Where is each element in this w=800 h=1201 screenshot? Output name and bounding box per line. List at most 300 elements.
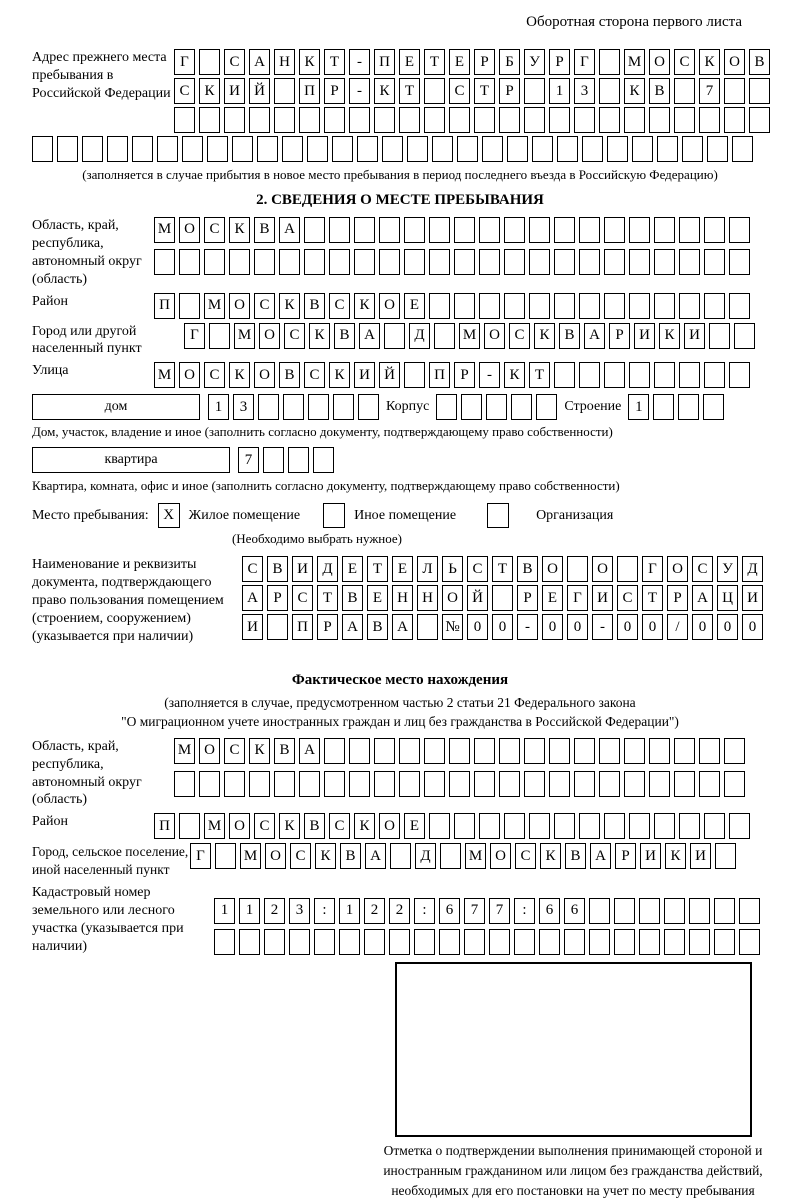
char-cell [734,323,755,349]
stay-note: (Необходимо выбрать нужное) [231,531,403,547]
char-cell [479,249,500,275]
char-cell [654,217,675,243]
page-side-note: Оборотная сторона первого листа [526,14,742,30]
stay-type-row [32,503,768,528]
char-cell: 2 [364,898,385,924]
checkbox-inoe [323,503,345,528]
char-cell [699,107,720,133]
char-cell: Т [399,78,420,104]
char-cell: 0 [567,614,588,640]
char-cell: Й [467,585,488,611]
char-cell [374,107,395,133]
char-cell: С [204,362,225,388]
char-cell [479,293,500,319]
char-cell [664,898,685,924]
char-cell [399,738,420,764]
char-cell: - [592,614,613,640]
char-cell: Е [367,585,388,611]
char-cell [664,929,685,955]
korpus-label: Корпус [386,399,430,415]
char-cell [699,771,720,797]
char-cell [424,78,445,104]
char-cell [215,843,236,869]
char-cell: 0 [642,614,663,640]
char-cell [639,929,660,955]
char-cell [474,738,495,764]
char-cell: Е [342,556,363,582]
char-cell [107,136,128,162]
char-cell [349,738,370,764]
cadastre-label: Кадастровый номер земельного или лесного участка (указывается при наличии) [32,884,184,954]
char-cell [599,49,620,75]
prev-address-caption: (заполняется в случае прибытия в новое место пребывания в период последнего въезда в Российскую Федерацию) [82,167,718,182]
char-cell: : [414,898,435,924]
char-cell: 0 [717,614,738,640]
char-cell: Д [409,323,430,349]
char-cell [707,136,728,162]
char-cell: О [724,49,745,75]
char-cell [304,217,325,243]
char-cell: Р [324,78,345,104]
char-cell [257,136,278,162]
char-cell [679,813,700,839]
char-cell: С [509,323,530,349]
char-cell: О [649,49,670,75]
char-cell: 6 [539,898,560,924]
char-cell: : [514,898,535,924]
char-cell: Г [184,323,205,349]
char-cell: М [240,843,261,869]
char-cell: М [204,813,225,839]
char-cell: Т [474,78,495,104]
char-cell [554,249,575,275]
char-cell [179,293,200,319]
char-cell [604,217,625,243]
char-cell [349,107,370,133]
char-cell [283,394,304,420]
char-cell [653,394,674,420]
prev-address-label: Адрес прежнего места пребывания в Российской Федерации [32,50,171,101]
char-cell [604,293,625,319]
char-cell [274,771,295,797]
char-cell [567,556,588,582]
char-cell [349,771,370,797]
house-caption: Дом, участок, владение и иное (заполнить согласно документу, подтверждающему право собственности) [32,424,613,440]
char-cell: Р [667,585,688,611]
char-cell [629,217,650,243]
char-cell: В [649,78,670,104]
char-cell: П [154,813,175,839]
char-grid-row [628,394,724,420]
char-cell: К [279,293,300,319]
char-cell: М [154,362,175,388]
char-cell: К [374,78,395,104]
char-cell [654,249,675,275]
char-cell [308,394,329,420]
char-cell [532,136,553,162]
option-organizaciya-label: Организация [536,507,614,523]
char-cell [424,107,445,133]
checkbox-organizaciya [487,503,509,528]
char-cell [179,813,200,839]
char-cell [436,394,457,420]
char-cell: 6 [564,898,585,924]
char-cell [629,249,650,275]
char-cell [649,738,670,764]
char-cell: И [690,843,711,869]
char-cell [232,136,253,162]
char-cell [629,813,650,839]
char-cell: Р [267,585,288,611]
char-cell [604,813,625,839]
char-cell [364,929,385,955]
char-cell [299,771,320,797]
char-cell [209,323,230,349]
char-cell: К [354,813,375,839]
char-cell [492,585,513,611]
char-cell: Л [417,556,438,582]
char-cell: В [304,293,325,319]
stroenie-label: Строение [564,399,622,415]
char-cell: 7 [489,898,510,924]
char-cell: О [259,323,280,349]
char-cell [474,107,495,133]
char-cell: А [365,843,386,869]
char-cell [564,929,585,955]
char-cell [249,771,270,797]
char-cell: Ь [442,556,463,582]
street-block [32,362,768,388]
section2-title: 2. СВЕДЕНИЯ О МЕСТЕ ПРЕБЫВАНИЯ [256,191,544,208]
char-cell [482,136,503,162]
char-cell: К [624,78,645,104]
char-cell: С [692,556,713,582]
char-cell [579,249,600,275]
char-cell: А [590,843,611,869]
confirmation-mark-box [395,962,752,1137]
char-cell [724,771,745,797]
char-grid-row [214,898,760,924]
char-cell: С [290,843,311,869]
char-cell: В [274,738,295,764]
char-cell [554,217,575,243]
char-cell: К [665,843,686,869]
char-cell: 2 [389,898,410,924]
char-cell: И [742,585,763,611]
fact-district-block [32,813,768,839]
char-cell [699,738,720,764]
char-cell: М [174,738,195,764]
char-cell: П [374,49,395,75]
char-cell [689,929,710,955]
char-cell: 6 [439,898,460,924]
char-cell [379,217,400,243]
char-grid-row [154,249,750,275]
char-cell: К [659,323,680,349]
city-label: Город или другой населенный пункт [32,323,142,357]
char-cell [715,843,736,869]
char-cell: Н [274,49,295,75]
district-block [32,293,768,319]
char-cell [724,78,745,104]
char-cell [314,929,335,955]
char-cell [654,813,675,839]
char-cell [263,447,284,473]
char-cell [507,136,528,162]
char-cell: Н [392,585,413,611]
char-cell [714,929,735,955]
char-cell [674,78,695,104]
char-cell [264,929,285,955]
char-cell [704,249,725,275]
char-cell [479,217,500,243]
char-cell [749,107,770,133]
prev-address-grid [174,49,770,133]
char-cell [529,217,550,243]
char-cell: С [292,585,313,611]
char-cell: - [349,49,370,75]
char-cell: Д [317,556,338,582]
char-cell [574,107,595,133]
char-cell [599,78,620,104]
char-cell [536,394,557,420]
char-cell: 1 [208,394,229,420]
char-cell: К [249,738,270,764]
char-cell: С [449,78,470,104]
char-cell: Г [174,49,195,75]
char-cell: Б [499,49,520,75]
char-cell: А [584,323,605,349]
fact-city-label: Город, сельское поселение, иной населенный пункт [32,844,189,877]
char-cell [404,249,425,275]
char-cell [579,217,600,243]
char-cell [499,771,520,797]
char-cell [579,813,600,839]
char-cell [624,738,645,764]
char-cell [549,771,570,797]
char-cell: М [234,323,255,349]
char-cell [654,293,675,319]
char-cell: С [329,293,350,319]
char-cell: О [254,362,275,388]
char-cell [729,362,750,388]
char-cell [174,107,195,133]
fact-district-label: Район [32,814,68,830]
char-cell: В [749,49,770,75]
char-cell: И [640,843,661,869]
char-cell: 1 [214,898,235,924]
char-grid-row [174,738,745,764]
char-cell: С [242,556,263,582]
char-cell: И [354,362,375,388]
char-cell: Р [317,614,338,640]
char-cell: Р [454,362,475,388]
cadastre-grid [214,898,760,955]
char-cell: О [229,293,250,319]
char-cell [382,136,403,162]
char-cell: М [624,49,645,75]
char-cell [679,293,700,319]
char-cell [674,738,695,764]
char-cell: Т [492,556,513,582]
char-cell: К [534,323,555,349]
char-cell [229,249,250,275]
fact-location-title: Фактическое место нахождения [291,671,509,688]
char-cell: В [340,843,361,869]
char-cell [574,771,595,797]
char-cell [224,107,245,133]
char-cell: В [304,813,325,839]
char-cell: К [540,843,561,869]
char-cell [424,771,445,797]
char-cell [434,323,455,349]
char-cell: Г [190,843,211,869]
char-grid-row [32,136,768,162]
char-grid-row [242,585,763,611]
char-cell [739,898,760,924]
char-cell: К [699,49,720,75]
char-cell: 0 [742,614,763,640]
char-cell [739,929,760,955]
char-cell [604,249,625,275]
char-cell [649,107,670,133]
char-cell [682,136,703,162]
char-cell [299,107,320,133]
char-cell [324,738,345,764]
char-grid-row [154,293,750,319]
char-cell [357,136,378,162]
char-cell [486,394,507,420]
char-cell [499,107,520,133]
document-block [32,556,768,646]
char-cell [274,107,295,133]
char-cell [529,293,550,319]
char-cell [649,771,670,797]
char-cell: О [179,217,200,243]
char-cell: Т [529,362,550,388]
fact-location-sub2: "О миграционном учете иностранных граждан и лиц без гражданства в Российской Федерации") [121,714,679,730]
char-cell [474,771,495,797]
char-cell: С [674,49,695,75]
char-cell: 7 [464,898,485,924]
char-cell [449,771,470,797]
char-cell: А [279,217,300,243]
char-cell: Т [324,49,345,75]
char-cell: А [242,585,263,611]
char-cell [703,394,724,420]
char-cell: К [504,362,525,388]
char-cell [239,929,260,955]
char-cell [440,843,461,869]
char-cell [449,738,470,764]
char-cell: С [254,813,275,839]
char-cell [749,78,770,104]
char-cell: В [267,556,288,582]
char-cell [157,136,178,162]
char-cell [524,771,545,797]
char-cell [504,217,525,243]
char-cell [333,394,354,420]
char-cell: 1 [628,394,649,420]
char-grid-row [214,929,760,955]
fact-location-sub1: (заполняется в случае, предусмотренном частью 2 статьи 21 Федерального закона [164,694,636,710]
apartment-type-box: квартира [32,447,230,473]
char-cell [724,738,745,764]
char-cell [589,929,610,955]
apartment-row [32,447,768,473]
char-cell: Г [574,49,595,75]
char-cell [414,929,435,955]
char-cell [729,249,750,275]
char-grid-row [154,217,750,243]
char-grid-row [208,394,379,420]
char-cell [724,107,745,133]
char-grid-row [154,813,750,839]
char-cell [504,249,525,275]
char-cell: С [284,323,305,349]
region-label: Область, край, республика, автономный округ (область) [32,217,142,287]
char-cell [132,136,153,162]
apartment-caption: Квартира, комната, офис и иное (заполнить согласно документу, подтверждающему право собственности) [32,478,620,494]
char-grid-row [436,394,557,420]
char-cell [374,771,395,797]
char-cell: Е [542,585,563,611]
char-cell [199,771,220,797]
char-cell: Р [517,585,538,611]
char-cell: В [565,843,586,869]
char-cell [449,107,470,133]
char-cell: И [684,323,705,349]
char-cell [454,293,475,319]
fact-region-label: Область, край, республика, автономный округ (область) [32,738,142,808]
char-cell: У [717,556,738,582]
char-cell: О [490,843,511,869]
char-cell: - [517,614,538,640]
char-grid-row [238,447,334,473]
char-cell [207,136,228,162]
char-cell: П [299,78,320,104]
char-grid-row [174,107,770,133]
char-cell: Е [404,813,425,839]
char-cell [399,771,420,797]
char-cell: 0 [492,614,513,640]
char-cell [678,394,699,420]
char-cell [324,107,345,133]
char-cell: А [692,585,713,611]
char-cell [524,107,545,133]
char-cell [524,78,545,104]
char-cell [729,293,750,319]
char-cell: И [292,556,313,582]
char-cell: Т [642,585,663,611]
char-cell: 7 [699,78,720,104]
char-cell [267,614,288,640]
region-grid [154,217,750,275]
char-cell [454,813,475,839]
char-cell: М [204,293,225,319]
char-cell [329,217,350,243]
char-cell: А [249,49,270,75]
char-cell [274,78,295,104]
char-cell: Й [249,78,270,104]
char-cell [182,136,203,162]
char-cell [289,929,310,955]
char-cell [404,217,425,243]
char-cell [424,738,445,764]
char-grid-row [154,362,750,388]
char-cell [499,738,520,764]
char-cell: 2 [264,898,285,924]
